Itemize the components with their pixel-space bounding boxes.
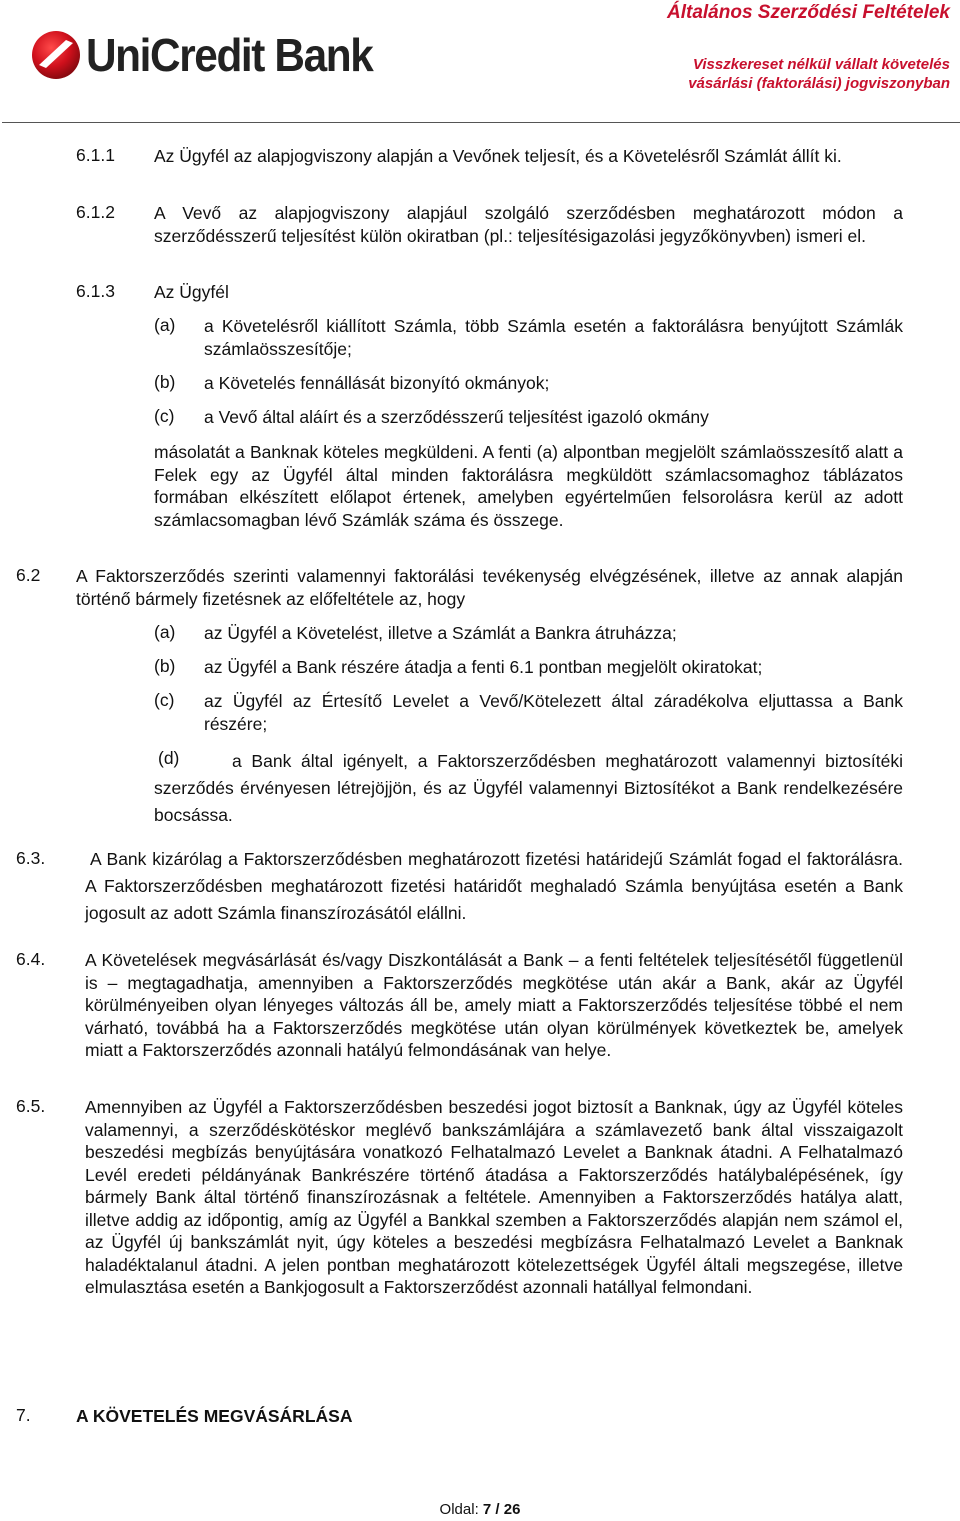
section-6-1-2-text: A Vevő az alapjogviszony alapjául szolgáló szerződésben meghatározott módon a szerződésszerű teljesítést külön okiratban (pl.: teljesítésigazolási jegyzőkönyvben) ismeri el. [154, 203, 903, 246]
page-label: Oldal: [439, 1501, 479, 1518]
list-label: (a) [154, 622, 176, 642]
list-label: (b) [154, 372, 176, 392]
section-number-6-5: 6.5. [16, 1096, 46, 1116]
page-separator: / [495, 1501, 500, 1518]
section-number-6-4: 6.4. [16, 949, 46, 969]
page-header [0, 0, 960, 124]
section-6-1-3-closing: másolatát a Banknak köteles megküldeni. A fenti (a) alpontban megjelölt számlaösszesítő alatt a Felek egy az Ügyfél által minden faktorálásra megküldött számlacsomaghoz táblázatos formában elkészített előlapot értenek, amelyben egyértelműen felsorolásra kerül az adott számlacsomagban lévő Számlák száma és összege. [154, 442, 903, 530]
brand-logo [30, 28, 397, 82]
section-number-6-1-2: 6.1.2 [76, 202, 115, 222]
page-footer [0, 1501, 960, 1518]
section-6-1-3-intro: Az Ügyfél [154, 282, 229, 302]
list-item-text: az Ügyfél a Követelést, illetve a Számlát a Bankra átruházza; [204, 623, 677, 643]
list-item-text: a Bank által igényelt, a Faktorszerződésben meghatározott valamennyi biztosítéki szerződés érvényesen létrejöjjön, és az Ügyfél valamennyi Biztosítékot a Bank rendelkezésére bocsássa. [154, 751, 903, 825]
unicredit-emblem-icon [30, 29, 82, 81]
section-6-3-text: A Bank kizárólag a Faktorszerződésben meghatározott fizetési határidejű Számlát fogad el faktorálásra. A Faktorszerződésben meghatározott fizetési határidőt meghaladó Számla benyújtása esetén a Bank jogosult az adott Számla finanszírozásától elállni. [85, 849, 903, 923]
section-7-heading: A KÖVETELÉS MEGVÁSÁRLÁSA [76, 1406, 353, 1426]
list-label: (d) [158, 748, 180, 768]
section-6-1-1-text: Az Ügyfél az alapjogviszony alapján a Vevőnek teljesít, és a Követelésről Számlát állít ki. [154, 146, 842, 166]
section-number-6-3: 6.3. [16, 848, 46, 868]
list-item-text: az Ügyfél az Értesítő Levelet a Vevő/Kötelezett által záradékolva eljuttassa a Bank részére; [204, 691, 903, 734]
brand-name: UniCredit Bank [86, 29, 373, 81]
section-6-2-text: A Faktorszerződés szerinti valamennyi faktorálási tevékenység elvégzésének, illetve az annak alapján történő bármely fizetésnek az előfeltétele az, hogy [76, 566, 903, 609]
header-divider [2, 122, 960, 123]
list-item-text: a Követelésről kiállított Számla, több Számla esetén a faktorálásra benyújtott Számlák számlaösszesítője; [204, 316, 903, 359]
document-subtitle: Visszkereset nélkül vállalt követelés vásárlási (faktorálási) jogviszonyban [688, 56, 950, 92]
section-6-4-text: A Követelések megvásárlását és/vagy Diszkontálását a Bank – a fenti feltételek teljesítésétől függetlenül is – megtagadhatja, amennyiben a Faktorszerződés megkötése után akár a Bank, akár az Ügyfél körülményeiben olyan lényeges változás áll be, amely miatt a Faktorszerződés teljesítése többé el nem várható, továbbá ha a Faktorszerződés megkötése után olyan körülmények következtek be, amelyek miatt a Faktorszerződés azonnali hatályú felmondásának van helye. [85, 950, 903, 1060]
list-label: (b) [154, 656, 176, 676]
section-number-6-1-1: 6.1.1 [76, 145, 115, 165]
section-6-5-text: Amennyiben az Ügyfél a Faktorszerződésben beszedési jogot biztosít a Banknak, úgy az Ügyfél köteles valamennyi, a szerződéskötéskor meglévő bankszámlájára a számlavezető bank által visszaigazolt beszedési megbízás benyújtására vonatkozó Felhatalmazó Levelet a Banknak átadni. A Felhatalmazó Levél eredeti példányának Bankrészére történő átadása a Faktorszerződés hatálybalépésének, így bármely Bank által történő finanszírozásnak a feltétele. Amennyiben a Faktorszerződés hatálya alatt, illetve addig az időpontig, amíg az Ügyfél a Bankkal szemben a Faktorszerződés alapján nem számol el, az Ügyfél új bankszámlát nyit, úgy köteles a beszedési megbízásra Felhatalmazó Levelet a Banknak haladéktalanul átadni. A jelen pontban meghatározott kötelezettségek Ügyfél általi megszegése, illetve elmulasztása esetén a Bankjogosult a Faktorszerződést azonnali hatállyal felmondani. [85, 1097, 903, 1297]
section-number-6-1-3: 6.1.3 [76, 281, 115, 301]
page-total: 26 [503, 1501, 521, 1518]
document-title: Általános Szerződési Feltételek [667, 2, 950, 23]
list-label: (c) [154, 690, 175, 710]
list-item-text: az Ügyfél a Bank részére átadja a fenti 6.1 pontban megjelölt okiratokat; [204, 657, 763, 677]
section-number-6-2: 6.2 [16, 565, 41, 585]
list-label: (a) [154, 315, 176, 335]
page-current: 7 [482, 1501, 492, 1518]
list-item-text: a Vevő által aláírt és a szerződésszerű teljesítést igazoló okmány [204, 407, 709, 427]
list-label: (c) [154, 406, 175, 426]
list-item-text: a Követelés fennállását bizonyító okmányok; [204, 373, 550, 393]
section-number-7: 7. [16, 1405, 31, 1425]
